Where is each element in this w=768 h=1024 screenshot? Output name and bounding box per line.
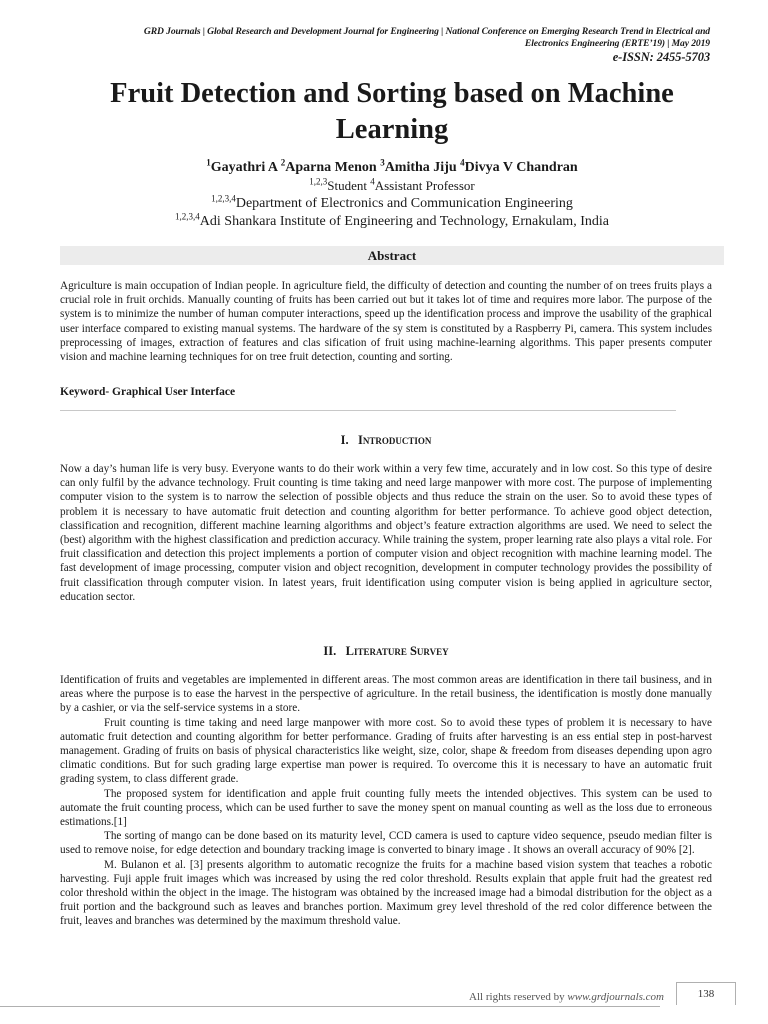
footer-url[interactable]: www.grdjournals.com bbox=[567, 991, 664, 1003]
inst-sup: 1,2,3,4 bbox=[175, 211, 200, 222]
paper-title-line1: Fruit Detection and Sorting based on Machine bbox=[110, 78, 674, 109]
abstract-divider bbox=[60, 410, 676, 411]
author-name: Amitha Jiju bbox=[384, 160, 461, 175]
dept-sup: 1,2,3,4 bbox=[211, 193, 236, 204]
section-heading-introduction bbox=[60, 432, 712, 448]
paper-title-line2: Learning bbox=[335, 114, 449, 145]
page-number: 138 bbox=[676, 982, 736, 1005]
dept-text: Department of Electronics and Communication Engineering bbox=[235, 196, 573, 211]
author-institute bbox=[60, 213, 724, 231]
author-name: Gayathri A bbox=[210, 160, 281, 175]
footer-rights-text: All rights reserved by bbox=[469, 991, 568, 1003]
author-block bbox=[60, 159, 724, 231]
role-student: Student bbox=[327, 178, 371, 193]
paragraph: Fruit counting is time taking and need large manpower with more cost. So to avoid these types of problem it is necessary to have automatic fruit detection and counting algorithm for better performance. Grading of fruits after harvesting is an ess ential step in post-harvest management. Grading of fruits on basis of physical characteristics like weight, size, color, shape & freedom from diseases depending upon agro climatic conditions. But for such grading large expertise man power is required. To overcome this it is necessary to have an automatic fruit grading system, to class different grade. bbox=[60, 716, 712, 786]
journal-header-line1: GRD Journals | Global Research and Development Journal for Engineering | National Conference on Emerging Research Trend in Electrical and bbox=[143, 26, 710, 37]
journal-header-line2: Electronics Engineering (ERTE’19) | May 2019 bbox=[524, 38, 710, 49]
role-professor: Assistant Professor bbox=[374, 178, 475, 193]
paragraph: M. Bulanon et al. [3] presents algorithm to automatic recognize the fruits for a machine based vision system that teaches a robotic harvesting. Fuji apple fruit images which was increased by using the red color threshold. Results explain that apple fruit had the greatest red color threshold within the object in the image. The histogram was obtained by the increased image had a bimodal distribution for the object as a fruit portion and the background such as leaves and branches portion. Maximum grey level threshold of the red color difference between the fruit, leaves and branches was determined by the maximum threshold value. bbox=[60, 858, 712, 928]
author-department bbox=[60, 195, 724, 213]
journal-issn: e-ISSN: 2455-5703 bbox=[612, 50, 710, 64]
section-heading-literature-survey bbox=[60, 643, 712, 659]
author-sup: 3 bbox=[380, 157, 385, 168]
paragraph: Identification of fruits and vegetables are implemented in different areas. The most common areas are identification in there tail business, and in areas where the purpose is to ease the harvest in the perspective of agriculture. In the retail business, the identification is mostly done manually by a cashier, or via the self-service systems in a store. bbox=[60, 674, 712, 715]
paragraph: Now a day’s human life is very busy. Everyone wants to do their work within a very few time, accurately and in low cost. So this type of desire can only fulfil by the advance technology. Fruit counting is time taking and need large manpower with more cost. The purpose of implementing computer vision to the system is to narrow the selection of possible objects and thus reduce the strain on the user. So to avoid these types of problem it is necessary to have automatic fruit detection and counting algorithm for better performance. To achieve good object detection, classification and recognition, different machine learning algorithms and object’s feature extraction algorithms are used. We need to select the (best) algorithm with the highest classification and prediction accuracy. While training the system, proper learning rate also plays a vital role. For fruit classification and detection this project implements a portion of computer vision and object recognition with machine learning model. The fast development of image processing, computer vision and object recognition, development in computer technology provides the possibility of fruit classification through computer vision. In latest years, fruit identification using computer vision is being applied in agriculture sector, education sector. bbox=[60, 463, 712, 603]
keywords: Keyword- Graphical User Interface bbox=[60, 386, 236, 398]
footer-rule bbox=[0, 1006, 660, 1007]
paper-title bbox=[60, 76, 724, 148]
paragraph: The sorting of mango can be done based on its maturity level, CCD camera is used to capture video sequence, pseudo median filter is used to remove noise, for edge detection and boundary tracking image is converted to binary image . It shows an overall accuracy of 90% [2]. bbox=[60, 830, 712, 857]
author-names bbox=[60, 159, 724, 177]
footer-rights bbox=[420, 990, 664, 1004]
author-name: Aparna Menon bbox=[285, 160, 381, 175]
inst-text: Adi Shankara Institute of Engineering and Technology, Ernakulam, India bbox=[199, 214, 609, 229]
author-sup: 4 bbox=[460, 157, 465, 168]
section-number: II. bbox=[323, 644, 337, 658]
literature-survey-body bbox=[60, 673, 712, 929]
paragraph: The proposed system for identification and apple fruit counting fully meets the intended objectives. This system can be used to automate the fruit counting process, which can be used further to save the money spent on manual counting as well as the loss due to erroneous estimations.[1] bbox=[60, 787, 712, 829]
section-title: Introduction bbox=[358, 433, 432, 447]
journal-header bbox=[90, 26, 710, 64]
author-sup: 2 bbox=[280, 157, 286, 168]
section-title: Literature Survey bbox=[345, 644, 449, 658]
abstract-text: Agriculture is main occupation of Indian people. In agriculture field, the difficulty of detection and counting the number of on trees fruits plays a crucial role in fruit orchids. Manually counting of fruits has been carried out but it takes lot of time and requires more labor. The purpose of the system is to minimize the number of human computer interactions, speed up the identification process and improve the usability of the graphical user interface compared to existing manual systems. The hardware of the sy stem is constituted by a Raspberry Pi, camera. This system includes preprocessing of images, extraction of features and clas sification of fruit using machine-learning algorithms. This paper presents computer vision and machine learning techniques for on tree fruit detection, counting and sorting. bbox=[60, 280, 712, 364]
author-name: Divya V Chandran bbox=[464, 160, 578, 175]
role-sup: 1,2,3 bbox=[309, 176, 328, 187]
introduction-body bbox=[60, 462, 712, 604]
author-roles bbox=[60, 177, 724, 195]
abstract-heading: Abstract bbox=[60, 246, 724, 265]
role-sup: 4 bbox=[370, 176, 375, 187]
section-number: I. bbox=[340, 433, 349, 447]
author-sup: 1 bbox=[206, 157, 211, 168]
